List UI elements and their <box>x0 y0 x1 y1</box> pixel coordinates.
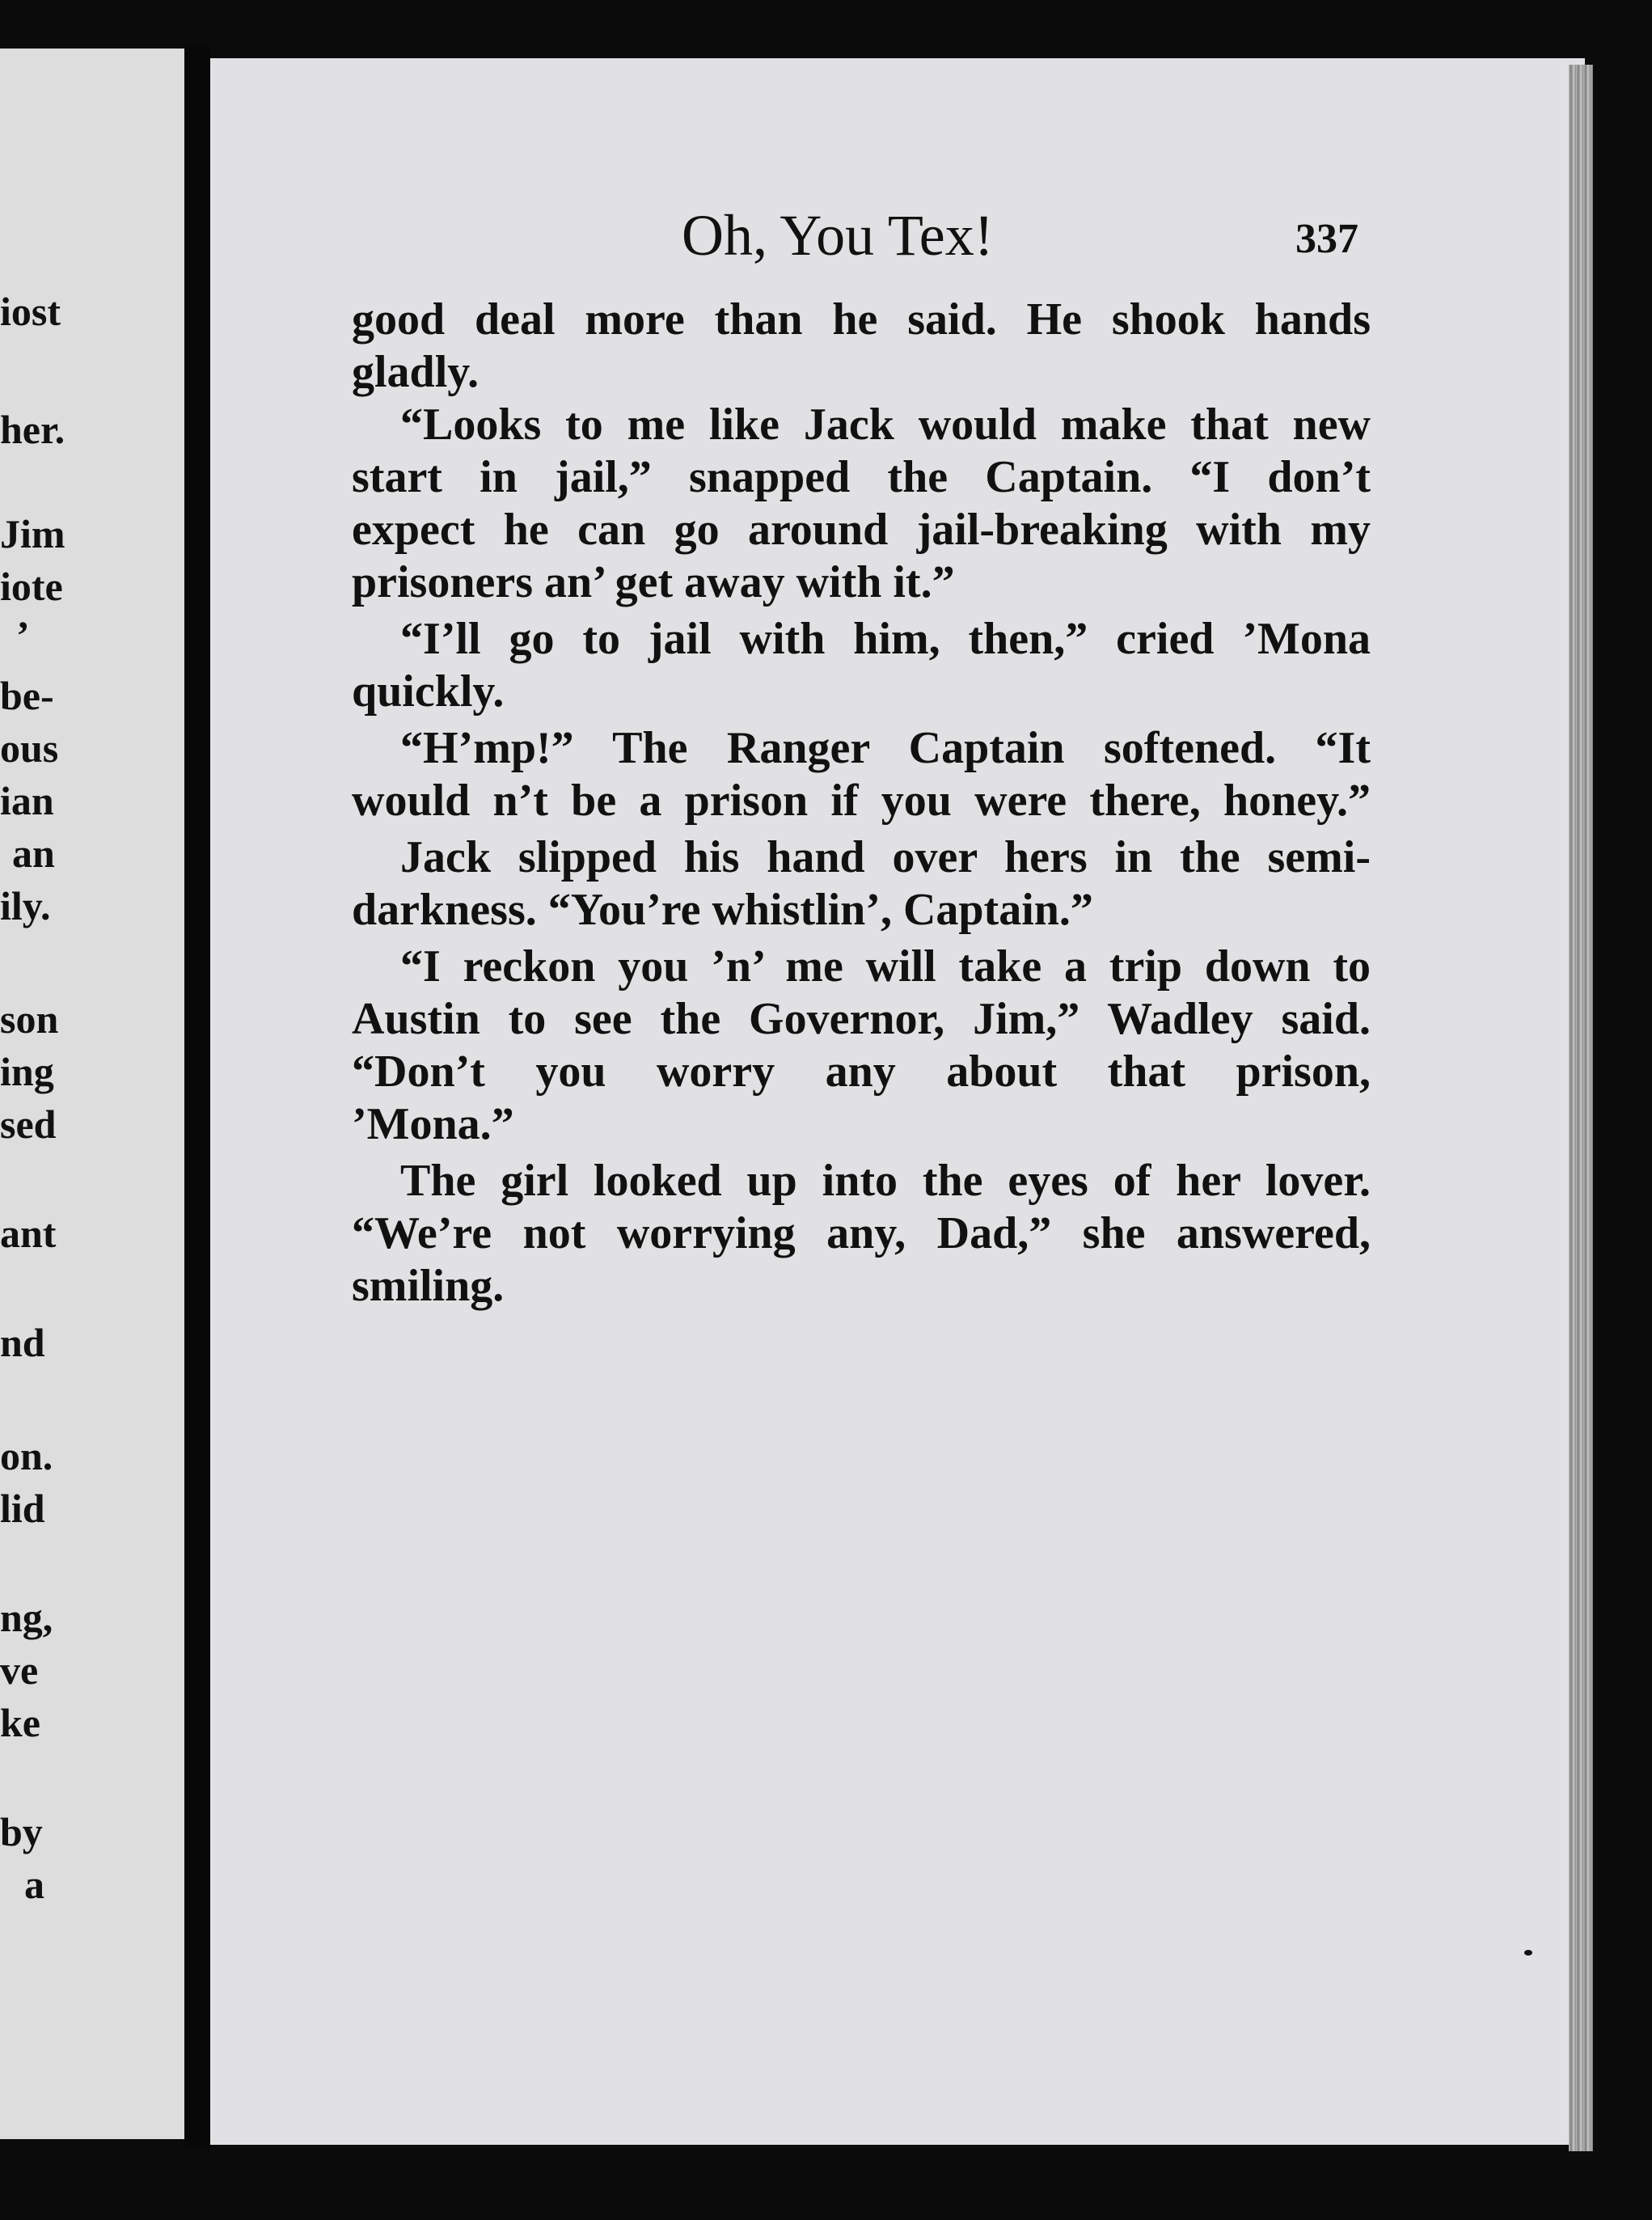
left-page-fragment: ant <box>0 1211 57 1256</box>
left-page-fragment: a <box>24 1862 44 1907</box>
ink-spot <box>1524 1950 1532 1956</box>
left-page-fragment: Jim <box>0 511 65 556</box>
text-line: “I’ll go to jail with him, then,” cried ’Mona <box>400 614 1371 664</box>
text-line: “H’mp!” The Ranger Captain softened. “It <box>400 723 1371 773</box>
text-line: smiling. <box>352 1261 505 1311</box>
left-page-fragment: on. <box>0 1433 53 1478</box>
left-page-fragment: ve <box>0 1647 39 1693</box>
text-line: ’Mona.” <box>352 1099 514 1149</box>
left-page-fragment: iost <box>0 289 61 334</box>
facing-page-left <box>0 49 184 2139</box>
text-line: “Looks to me like Jack would make that new <box>400 400 1371 450</box>
left-page-fragment: sed <box>0 1102 57 1147</box>
text-line: “I reckon you ’n’ me will take a trip down to <box>400 941 1371 992</box>
text-line: quickly. <box>352 666 505 717</box>
text-line: The girl looked up into the eyes of her lover. <box>400 1156 1371 1206</box>
running-title: Oh, You Tex! <box>682 203 994 268</box>
left-page-fragment: lid <box>0 1486 45 1531</box>
left-page-fragment: nd <box>0 1320 45 1365</box>
left-page-fragment: ke <box>0 1700 40 1745</box>
text-line: would n’t be a prison if you were there, honey.” <box>352 776 1371 826</box>
text-line: “Don’t you worry any about that prison, <box>352 1047 1371 1097</box>
left-page-fragment: an <box>12 831 55 876</box>
text-line: gladly. <box>352 347 480 397</box>
left-page-fragment: by <box>0 1809 43 1854</box>
page-number: 337 <box>1295 216 1358 262</box>
left-page-fragment: ng, <box>0 1595 53 1640</box>
left-page-fragment: iote <box>0 564 63 609</box>
page-edge-stack <box>1569 65 1593 2151</box>
left-page-fragment: ily. <box>0 883 51 928</box>
left-page-fragment: her. <box>0 407 65 452</box>
left-page-fragment: ing <box>0 1049 54 1094</box>
text-line: Jack slipped his hand over hers in the semi- <box>400 832 1371 882</box>
text-line: prisoners an’ get away with it.” <box>352 557 955 607</box>
left-page-fragment: ian <box>0 778 54 823</box>
text-line: darkness. “You’re whistlin’, Captain.” <box>352 885 1093 935</box>
text-line: start in jail,” snapped the Captain. “I don’t <box>352 452 1371 502</box>
left-page-fragment: ous <box>0 725 59 771</box>
left-page-fragment: son <box>0 996 59 1042</box>
left-page-fragment: ’ <box>16 612 30 658</box>
text-line: Austin to see the Governor, Jim,” Wadley said. <box>352 994 1371 1044</box>
book-gutter <box>184 44 210 2147</box>
text-line: good deal more than he said. He shook hands <box>352 294 1371 345</box>
text-line: “We’re not worrying any, Dad,” she answered, <box>352 1208 1371 1258</box>
left-page-fragment: be- <box>0 673 54 718</box>
text-line: expect he can go around jail-breaking with my <box>352 505 1371 555</box>
